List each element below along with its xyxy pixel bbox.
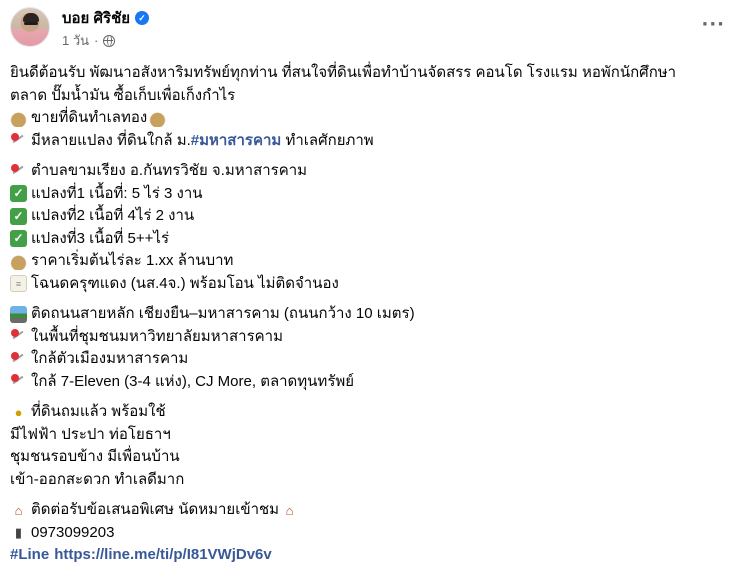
intro-line-2: ตลาด ปั๊มน้ำมัน ซื้อเก็บเพื่อเก็งกำไร (10, 86, 236, 104)
paragraph-gap (10, 491, 730, 499)
page-curl-icon: ≡ (10, 275, 27, 292)
round-pushpin-icon (10, 351, 27, 368)
price-line (10, 250, 730, 273)
phone-line (10, 522, 730, 545)
plot-1-line (10, 183, 730, 206)
light-bulb-icon: ● (14, 404, 23, 420)
plots-line (10, 130, 730, 153)
post-header (0, 0, 739, 58)
check-mark-icon: ✓ (10, 208, 27, 225)
house-with-garden-icon: ⌂ (14, 502, 23, 518)
location-line (10, 160, 730, 183)
near-3-line (10, 371, 730, 394)
avatar-hair (23, 13, 39, 22)
more-options-icon[interactable]: ··· (701, 14, 725, 35)
motorway-icon (10, 306, 27, 323)
author-name-row (62, 6, 149, 30)
round-pushpin-icon (10, 328, 27, 345)
post-body (10, 62, 730, 567)
meta-separator: · (94, 33, 99, 48)
access-line: เข้า-ออกสะดวก ทำเลดีมาก (10, 470, 185, 488)
money-bag-icon (10, 110, 27, 127)
round-pushpin-icon (10, 373, 27, 390)
near-1-line (10, 326, 730, 349)
utilities-line: มีไฟฟ้า ประปา ท่อโยธาฯ (10, 425, 171, 443)
near-2-line (10, 348, 730, 371)
plot-2-text: แปลงที่2 เนื้อที่ 4ไร่ 2 งาน (31, 207, 195, 224)
paragraph-gap (10, 152, 730, 160)
globe-icon[interactable] (103, 35, 115, 47)
check-mark-icon: ✓ (10, 185, 27, 202)
contact-text: ติดต่อรับข้อเสนอพิเศษ นัดหมายเข้าชม (31, 501, 280, 518)
money-bag-icon (10, 253, 27, 270)
hashtag-line[interactable]: #Line (10, 546, 50, 563)
pushpin-icon (10, 132, 27, 149)
price-text: ราคาเริ่มต้นไร่ละ 1.xx ล้านบาท (31, 252, 234, 269)
plots-suffix: ทำเลศักยภาพ (281, 131, 374, 149)
check-mark-icon: ✓ (10, 230, 27, 247)
sale-line (10, 107, 730, 130)
plot-2-line (10, 205, 730, 228)
line-url-link[interactable]: https://line.me/ti/p/I81VWjDv6v (54, 546, 272, 563)
line-contact-line (10, 544, 730, 567)
house-with-garden-icon: ⌂ (285, 502, 294, 518)
author-name[interactable]: บอย ศิริชัย (62, 10, 131, 27)
hashtag-mahasarakham[interactable]: #มหาสารคาม (190, 131, 282, 149)
verified-badge-icon: ✓ (135, 11, 149, 25)
filled-text: ที่ดินถมแล้ว พร้อมใช้ (31, 403, 166, 420)
paragraph-gap (10, 295, 730, 303)
mobile-phone-arrow-icon: ▮ (14, 525, 23, 541)
deed-line (10, 273, 730, 296)
plot-1-text: แปลงที่1 เนื้อที่: 5 ไร่ 3 งาน (31, 184, 203, 202)
community-line: ชุมชนรอบข้าง มีเพื่อนบ้าน (10, 448, 180, 465)
near-3-text: ใกล้ 7-Eleven (3-4 แห่ง), CJ More, ตลาดทุนทรัพย์ (31, 372, 355, 390)
near-1-text: ในพื้นที่ชุมชนมหาวิทยาลัยมหาสารคาม (31, 327, 283, 345)
intro-line-1: ยินดีต้อนรับ พัฒนาอสังหาริมทรัพย์ทุกท่าน ที่สนใจที่ดินเพื่อทำบ้านจัดสรร คอนโด โรงแรม หอพักนักศึกษา (10, 64, 677, 81)
money-bag-icon (149, 110, 166, 127)
filled-line (10, 401, 730, 424)
avatar-glasses (24, 22, 38, 25)
near-2-text: ใกล้ตัวเมืองมหาสารคาม (31, 350, 189, 367)
road-line (10, 303, 730, 326)
author-avatar[interactable] (10, 7, 50, 47)
post-timestamp[interactable]: 1 วัน (62, 33, 90, 48)
plots-prefix: มีหลายแปลง ที่ดินใกล้ ม. (31, 131, 191, 149)
plot-3-line (10, 228, 730, 251)
sale-text: ขายที่ดินทำเลทอง (31, 109, 148, 126)
post-meta (62, 30, 115, 51)
phone-number[interactable]: 0973099203 (31, 523, 115, 541)
contact-line (10, 499, 730, 522)
deed-text: โฉนดครุฑแดง (นส.4จ.) พร้อมโอน ไม่ติดจำนอง (31, 274, 339, 292)
plot-3-text: แปลงที่3 เนื้อที่ 5++ไร่ (31, 229, 170, 247)
round-pushpin-icon (10, 163, 27, 180)
road-text: ติดถนนสายหลัก เชียงยืน–มหาสารคาม (ถนนกว้าง 10 เมตร) (31, 305, 415, 322)
location-text: ตำบลขามเรียง อ.กันทรวิชัย จ.มหาสารคาม (31, 162, 308, 179)
paragraph-gap (10, 393, 730, 401)
